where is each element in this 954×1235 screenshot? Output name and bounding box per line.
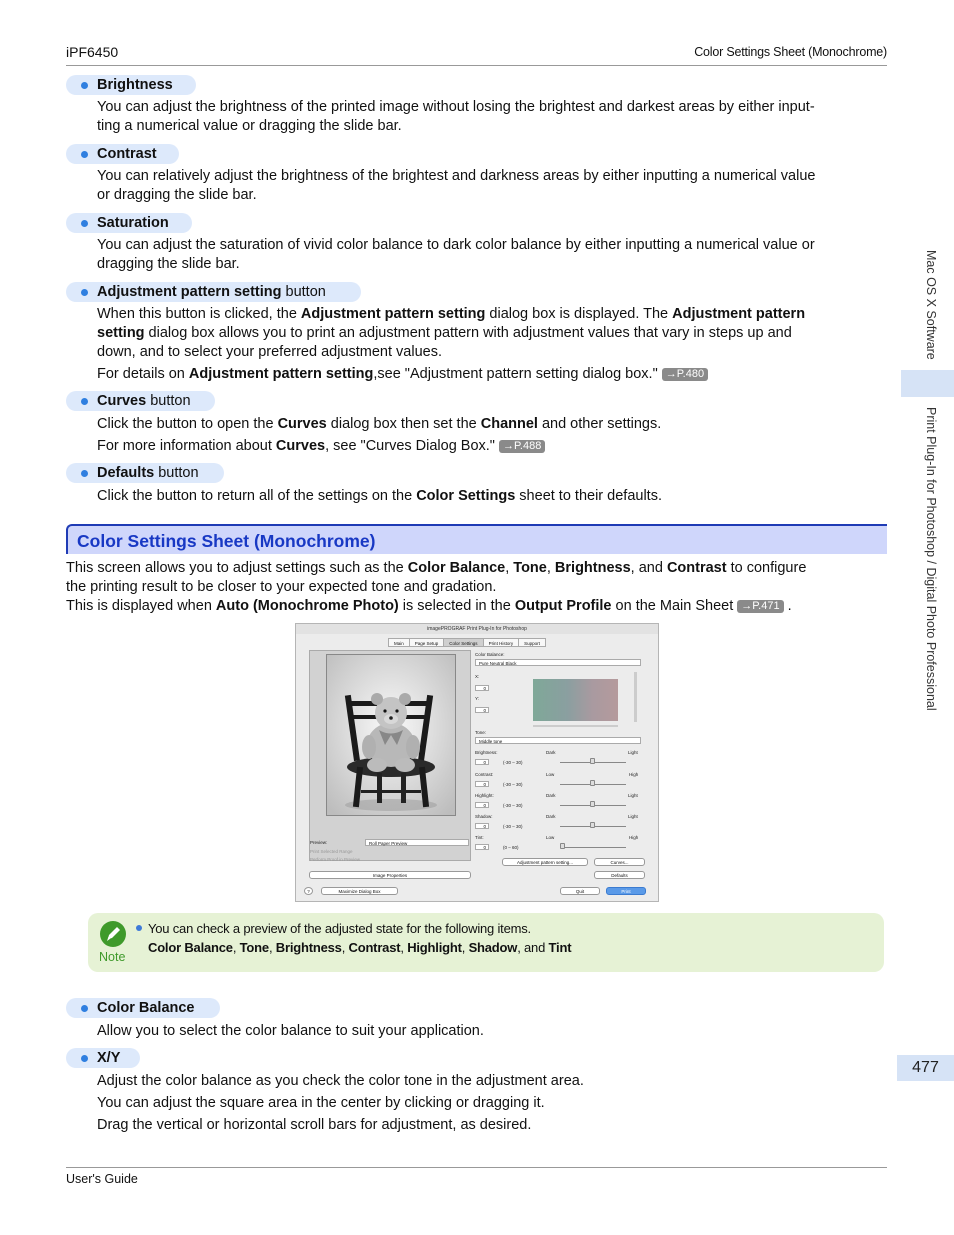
note-bullet-icon [136, 925, 142, 931]
highlight-dark-label: Dark [546, 793, 556, 798]
note-line-1: You can check a preview of the adjusted state for the following items. [148, 921, 531, 936]
tint-high-label: High [629, 835, 639, 840]
page-link-471[interactable]: →P.471 [737, 600, 783, 613]
preview-area [309, 650, 471, 861]
quit-button[interactable]: Quit [560, 887, 600, 895]
print-button[interactable]: Print [606, 887, 646, 895]
xy-description-2: You can adjust the square area in the center by clicking or dragging it. [97, 1095, 545, 1111]
shadow-range: (-30 – 30) [503, 824, 523, 829]
bullet-icon [81, 398, 88, 405]
heading-xy: X/Y [66, 1048, 140, 1068]
brightness-slider-knob[interactable] [590, 758, 595, 764]
preview-label: Preview: [310, 840, 328, 845]
preview-image-teddy-bear [326, 654, 456, 816]
tab-support[interactable]: Support [518, 638, 546, 647]
curves-button[interactable]: Curves... [594, 858, 645, 866]
color-balance-description: Allow you to select the color balance to suit your application. [97, 1023, 484, 1039]
contrast-input[interactable]: 0 [475, 781, 489, 787]
adjustment-pattern-details: For details on Adjustment pattern setting,see "Adjustment pattern setting dialog box." →P.480 [97, 365, 887, 384]
side-category: Mac OS X Software [924, 250, 938, 360]
heading-saturation: Saturation [66, 213, 192, 233]
saturation-description: You can adjust the saturation of vivid color balance to dark color balance by either inputting a numerical value or dragging the slide bar. [97, 237, 815, 272]
vertical-scroll-bar[interactable] [634, 672, 637, 722]
tone-label: Tone: [475, 730, 487, 735]
shadow-dark-label: Dark [546, 814, 556, 819]
brightness-light-label: Light [628, 750, 638, 755]
perform-proof-checkbox[interactable]: Perform Proof in Preview [310, 857, 361, 862]
tab-main[interactable]: Main [388, 638, 410, 647]
highlight-range: (-30 – 30) [503, 803, 523, 808]
color-balance-label: Color Balance: [475, 652, 505, 657]
note-pencil-icon [100, 921, 126, 947]
maximize-dialog-button[interactable]: Maximize Dialog Box [321, 887, 398, 895]
contrast-range: (-30 – 30) [503, 782, 523, 787]
side-chapter-marker [901, 370, 954, 397]
preview-select[interactable]: Roll Paper Preview [365, 839, 469, 846]
header-rule [66, 65, 887, 66]
bullet-icon [81, 82, 88, 89]
shadow-slider-knob[interactable] [590, 822, 595, 828]
contrast-high-label: High [629, 772, 639, 777]
highlight-light-label: Light [628, 793, 638, 798]
tint-slider-knob[interactable] [560, 843, 565, 849]
defaults-button[interactable]: Defaults [594, 871, 645, 879]
tab-color-settings[interactable]: Color Settings [443, 638, 483, 647]
bullet-icon [81, 1055, 88, 1062]
x-label: X: [475, 674, 480, 679]
color-adjustment-area[interactable] [533, 679, 618, 721]
dialog-title: imagePROGRAF Print Plug-In for Photoshop [296, 624, 658, 634]
section-intro: This screen allows you to adjust settings such as the Color Balance, Tone, Brightness, and Contrast to configure the printing result to be closer to your expected tone and gradation. This is displayed when Auto (Monochrome Photo) is selected in the Output Profile on the Main Sheet →P.471 . [66, 560, 807, 614]
help-button[interactable]: ? [304, 887, 313, 895]
heading-adjustment-pattern: Adjustment pattern setting button [66, 282, 361, 302]
shadow-label: Shadow: [475, 814, 493, 819]
note-label: Note [99, 950, 126, 964]
header-model: iPF6450 [66, 44, 119, 60]
brightness-dark-label: Dark [546, 750, 556, 755]
bullet-icon [81, 1005, 88, 1012]
footer-rule [66, 1167, 887, 1168]
tab-page-setup[interactable]: Page Setup [409, 638, 445, 647]
print-selected-range-checkbox[interactable]: Print Selected Range [310, 849, 353, 854]
tint-input[interactable]: 0 [475, 844, 489, 850]
tone-select[interactable]: Middle tone [475, 737, 641, 744]
section-title-bar [66, 524, 887, 554]
bullet-icon [81, 151, 88, 158]
brightness-input[interactable]: 0 [475, 759, 489, 765]
tint-label: Tint: [475, 835, 484, 840]
footer-guide: User's Guide [66, 1172, 138, 1186]
side-chapter: Print Plug-In for Photoshop / Digital Photo Professional [924, 407, 938, 711]
shadow-light-label: Light [628, 814, 638, 819]
curves-description: Click the button to open the Curves dialog box then set the Channel and other settings. [97, 416, 662, 432]
highlight-slider-knob[interactable] [590, 801, 595, 807]
contrast-low-label: Low [546, 772, 555, 777]
brightness-range: (-30 – 30) [503, 760, 523, 765]
heading-color-balance: Color Balance [66, 998, 220, 1018]
page-link-480[interactable]: →P.480 [662, 368, 708, 381]
dialog-tabs [388, 638, 545, 647]
contrast-slider-knob[interactable] [590, 780, 595, 786]
adjustment-pattern-description: When this button is clicked, the Adjustment pattern setting dialog box is displayed. The Adjustment pattern setting dialog box allows you to print an adjustment pattern with adjustment values that vary in steps up and down, and to select your preferred adjustment values. [97, 306, 806, 360]
y-input[interactable]: 0 [475, 707, 489, 713]
color-balance-select[interactable]: Pure Neutral Black [475, 659, 641, 666]
tab-print-history[interactable]: Print History [483, 638, 520, 647]
x-input[interactable]: 0 [475, 685, 489, 691]
contrast-description: You can relatively adjust the brightness of the brightest and darkness areas by either inputting a numerical value or dragging the slide bar. [97, 168, 816, 203]
tint-slider[interactable] [560, 847, 626, 848]
defaults-description: Click the button to return all of the settings on the Color Settings sheet to their defaults. [97, 488, 662, 504]
page-link-488[interactable]: →P.488 [499, 440, 545, 453]
heading-brightness: Brightness [66, 75, 196, 95]
highlight-input[interactable]: 0 [475, 802, 489, 808]
tint-low-label: Low [546, 835, 555, 840]
note-line-2: Color Balance, Tone, Brightness, Contrast, Highlight, Shadow, and Tint [148, 940, 572, 955]
curves-details: For more information about Curves, see "Curves Dialog Box." →P.488 [97, 437, 887, 456]
header-section: Color Settings Sheet (Monochrome) [694, 45, 887, 59]
adjustment-pattern-button[interactable]: Adjustment pattern setting... [502, 858, 588, 866]
bullet-icon [81, 470, 88, 477]
y-label: Y: [475, 696, 480, 701]
tint-range: (0 – 60) [503, 845, 519, 850]
heading-contrast: Contrast [66, 144, 179, 164]
heading-curves: Curves button [66, 391, 215, 411]
bullet-icon [81, 220, 88, 227]
horizontal-scroll-bar[interactable] [533, 725, 618, 727]
highlight-label: Highlight: [475, 793, 494, 798]
color-settings-dialog-screenshot [295, 623, 659, 902]
xy-description-1: Adjust the color balance as you check the color tone in the adjustment area. [97, 1073, 584, 1089]
brightness-description: You can adjust the brightness of the printed image without losing the brightest and darkest areas by either input- ting a numerical value or dragging the slide bar. [97, 99, 815, 134]
heading-defaults: Defaults button [66, 463, 224, 483]
page-number: 477 [897, 1055, 954, 1081]
brightness-label: Brightness: [475, 750, 498, 755]
image-properties-button[interactable]: Image Properties [309, 871, 471, 879]
bullet-icon [81, 289, 88, 296]
contrast-label: Contrast: [475, 772, 494, 777]
shadow-input[interactable]: 0 [475, 823, 489, 829]
xy-description-3: Drag the vertical or horizontal scroll bars for adjustment, as desired. [97, 1117, 532, 1133]
section-title: Color Settings Sheet (Monochrome) [77, 531, 376, 551]
